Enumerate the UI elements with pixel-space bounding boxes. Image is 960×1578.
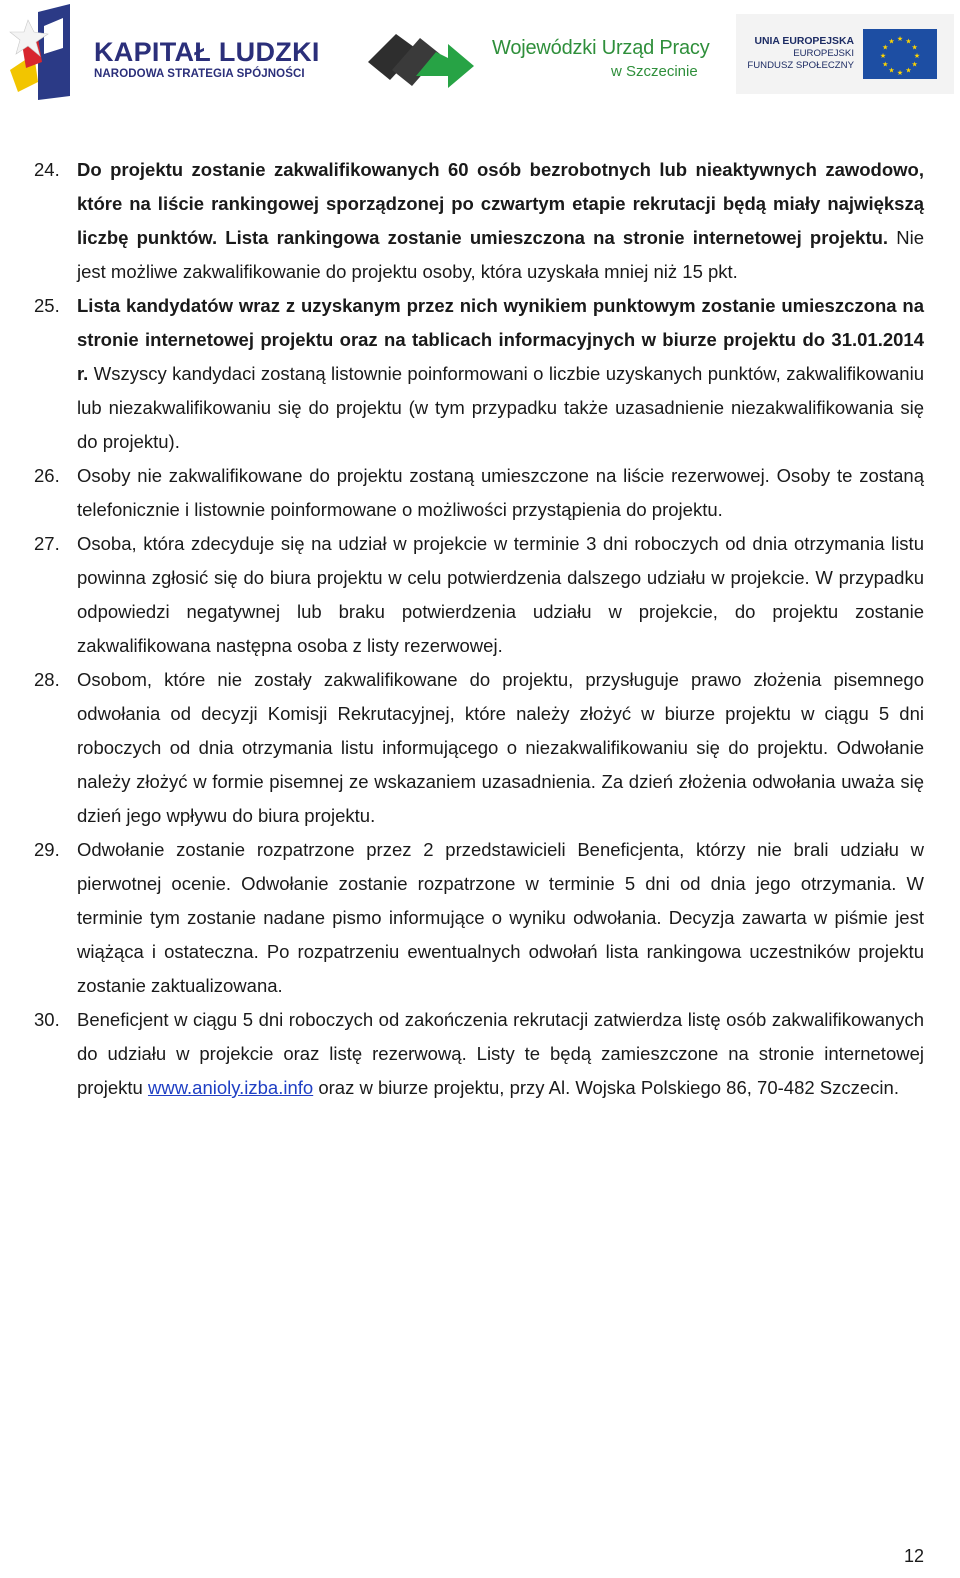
list-item-25 — [34, 289, 924, 459]
list-item-24 — [34, 153, 924, 289]
kapital-ludzki-emblem-icon — [8, 4, 88, 100]
document-body — [34, 153, 924, 1105]
item-text: Osoby nie zakwalifikowane do projektu zostaną umieszczone na liście rezerwowej. Osoby te zostaną telefonicznie i listownie poinformowane o możliwości przystąpienia do projektu. — [77, 465, 924, 520]
item-number: 25. — [34, 295, 60, 316]
list-item-30 — [34, 1003, 924, 1105]
svg-text:★: ★ — [896, 35, 904, 43]
page-number: 12 — [903, 1546, 924, 1566]
svg-text:★: ★ — [905, 66, 912, 75]
svg-text:★: ★ — [911, 43, 918, 52]
svg-text:★: ★ — [913, 52, 921, 60]
list-item-27 — [34, 527, 924, 663]
svg-text:★: ★ — [888, 37, 895, 46]
logo-bar — [0, 0, 960, 110]
svg-text:★: ★ — [879, 52, 887, 60]
item-text: Osoba, która zdecyduje się na udział w projekcie w terminie 3 dni roboczych od dnia otrzymania listu powinna zgłosić się do biura projektu w celu potwierdzenia dalszego udziału w projekcie. W przypadku odpowiedzi negatywnej lub braku potwierdzenia udziału w projekcie, do projektu zostanie zakwalifikowana następna osoba z listy rezerwowej. — [77, 533, 924, 656]
kapital-ludzki-logo — [8, 4, 320, 100]
eu-logo — [736, 14, 954, 94]
eu-line1: UNIA EUROPEJSKA — [754, 36, 854, 47]
wup-name-line1: Wojewódzki Urząd Pracy — [492, 37, 710, 59]
item-number: 28. — [34, 669, 60, 690]
project-website-link[interactable]: www.anioly.izba.info — [147, 1077, 314, 1098]
svg-text:★: ★ — [882, 43, 889, 52]
eu-flag-icon — [863, 29, 937, 79]
svg-text:★: ★ — [888, 66, 895, 75]
svg-text:★: ★ — [905, 37, 912, 46]
wup-emblem-icon — [366, 22, 486, 92]
eu-text — [747, 36, 854, 72]
kapital-ludzki-subtitle: NARODOWA STRATEGIA SPÓJNOŚCI — [94, 68, 305, 80]
item-number: 30. — [34, 1009, 60, 1030]
eu-line2: EUROPEJSKI — [793, 48, 854, 59]
svg-text:★: ★ — [882, 60, 889, 69]
item-bold-text: Do projektu zostanie zakwalifikowanych 60 osób bezrobotnych lub nieaktywnych zawodowo, które na liście rankingowej sporządzonej po czwartym etapie rekrutacji będą miały największą liczbę punktów. Lista rankingowa zostanie umieszczona na stronie internetowej projektu. — [77, 159, 924, 248]
item-text: Odwołanie zostanie rozpatrzone przez 2 przedstawicieli Beneficjenta, którzy nie brali udziału w pierwotnej ocenie. Odwołanie zostanie rozpatrzone w terminie 5 dni od dnia jego otrzymania. W terminie tym zostanie nadane pismo informujące o wyniku odwołania. Decyzja zawarta w piśmie jest wiążąca i ostateczna. Po rozpatrzeniu ewentualnych odwołań lista rankingowa uczestników projektu zostanie zaktualizowana. — [77, 839, 924, 996]
kapital-ludzki-title: KAPITAŁ LUDZKI — [94, 37, 320, 67]
item-number: 24. — [34, 159, 60, 180]
svg-text:★: ★ — [911, 60, 918, 69]
svg-text:★: ★ — [896, 69, 904, 77]
item-text: Wszyscy kandydaci zostaną listownie poinformowani o liczbie uzyskanych punktów, zakwalifikowaniu lub niezakwalifikowaniu się do projektu (w tym przypadku także uzasadnienie niezakwalifikowania się do projektu). — [77, 363, 924, 452]
list-item-29 — [34, 833, 924, 1003]
item-text: Osobom, które nie zostały zakwalifikowane do projektu, przysługuje prawo złożenia pisemnego odwołania od decyzji Komisji Rekrutacyjnej, które należy złożyć w biurze projektu w ciągu 5 dni roboczych od dnia otrzymania listu informującego o niezakwalifikowaniu się do projektu. Odwołanie należy złożyć w formie pisemnej ze wskazaniem uzasadnienia. Za dzień złożenia odwołania uważa się dzień jego wpływu do biura projektu. — [77, 669, 924, 826]
item-number: 26. — [34, 465, 60, 486]
item-number: 29. — [34, 839, 60, 860]
item-text-end: oraz w biurze projektu, przy Al. Wojska Polskiego 86, 70-482 Szczecin. — [313, 1077, 899, 1098]
item-text: Nie jest możliwe zakwalifikowanie do projektu osoby, która uzyskała mniej niż 15 pkt. — [77, 227, 924, 282]
item-text: Beneficjent w ciągu 5 dni roboczych od zakończenia rekrutacji zatwierdza listę osób zakwalifikowanych do udziału w projekcie oraz listę rezerwową. Listy te będą zamieszczone na stronie internetowej projektu — [77, 1009, 924, 1098]
wup-logo — [366, 22, 710, 92]
wup-name-line2: w Szczecinie — [611, 63, 698, 80]
item-bold-text: Lista kandydatów wraz z uzyskanym przez nich wynikiem punktowym zostanie umieszczona na stronie internetowej projektu oraz na tablicach informacyjnych w biurze projektu do 31.01.2014 r. — [77, 295, 924, 384]
list-item-28 — [34, 663, 924, 833]
eu-line3: FUNDUSZ SPOŁECZNY — [747, 60, 854, 71]
item-number: 27. — [34, 533, 60, 554]
list-item-26 — [34, 459, 924, 527]
